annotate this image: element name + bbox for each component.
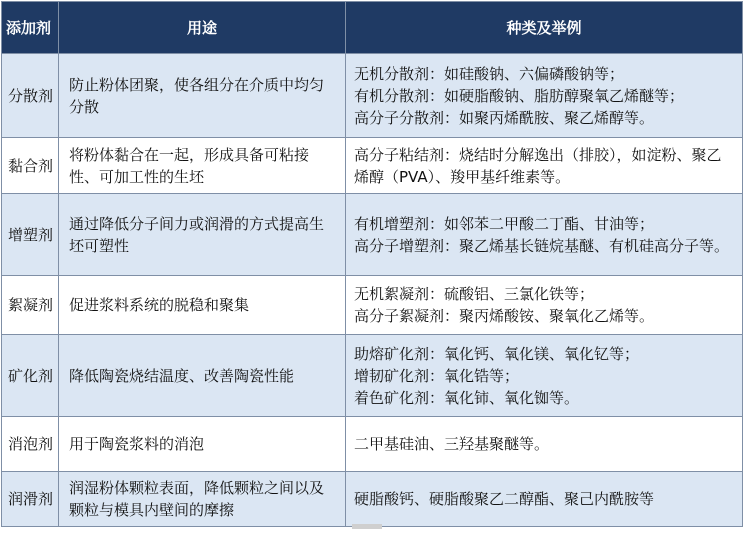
- table-header-row: [2, 2, 743, 54]
- header-types-examples: 种类及举例: [346, 2, 743, 54]
- additive-examples: [346, 335, 743, 417]
- additive-examples: [346, 138, 743, 194]
- example-line: 硬脂酸钙、硬脂酸聚乙二醇酯、聚己内酰胺等: [354, 490, 655, 508]
- example-line: 着色矿化剂：氧化铈、氧化铷等。: [354, 388, 580, 407]
- divider: [352, 524, 382, 529]
- table-row: [2, 335, 743, 417]
- additive-examples: [346, 54, 743, 138]
- additive-name: 絮凝剂: [2, 276, 59, 335]
- additive-use: 降低陶瓷烧结温度、改善陶瓷性能: [59, 335, 346, 417]
- additive-use: 用于陶瓷浆料的消泡: [59, 417, 346, 472]
- example-line: 高分子粘结剂：烧结时分解逸出（排胶），如淀粉、聚乙烯醇（PVA）、羧甲基纤维素等。: [354, 145, 722, 186]
- table-row: [2, 276, 743, 335]
- additives-table: [1, 1, 743, 527]
- additive-examples: [346, 194, 743, 276]
- additive-use: 促进浆料系统的脱稳和聚集: [59, 276, 346, 335]
- additive-use: 将粉体黏合在一起，形成具备可粘接性、可加工性的生坯: [59, 138, 346, 194]
- additive-name: 分散剂: [2, 54, 59, 138]
- additive-name: 矿化剂: [2, 335, 59, 417]
- example-line: 无机絮凝剂：硫酸铝、三氯化铁等；: [354, 285, 595, 303]
- table-row: [2, 417, 743, 472]
- table-row: [2, 138, 743, 194]
- example-line: 无机分散剂：如硅酸钠、六偏磷酸钠等；: [354, 64, 625, 83]
- example-line: 高分子分散剂：如聚丙烯酰胺、聚乙烯醇等。: [354, 108, 655, 127]
- example-line: 高分子絮凝剂：聚丙烯酸铵、聚氧化乙烯等。: [354, 307, 655, 325]
- example-line: 增韧矿化剂：氧化锆等；: [354, 366, 520, 385]
- additive-examples: [346, 276, 743, 335]
- additive-name: 黏合剂: [2, 138, 59, 194]
- additive-use: 通过降低分子间力或润滑的方式提高生坯可塑性: [59, 194, 346, 276]
- example-line: 助熔矿化剂：氧化钙、氧化镁、氧化钇等；: [354, 344, 640, 363]
- additive-examples: [346, 472, 743, 527]
- additive-name: 润滑剂: [2, 472, 59, 527]
- additive-use: 防止粉体团聚，使各组分在介质中均匀分散: [59, 54, 346, 138]
- table-row: [2, 194, 743, 276]
- table-row: [2, 54, 743, 138]
- additive-name: 增塑剂: [2, 194, 59, 276]
- example-line: 二甲基硅油、三羟基聚醚等。: [354, 435, 550, 453]
- additive-use: 润湿粉体颗粒表面，降低颗粒之间以及颗粒与模具内壁间的摩擦: [59, 472, 346, 527]
- table-row: [2, 472, 743, 527]
- additive-name: 消泡剂: [2, 417, 59, 472]
- header-use: 用途: [59, 2, 346, 54]
- example-line: 有机增塑剂：如邻苯二甲酸二丁酯、甘油等；: [354, 214, 655, 233]
- example-line: 高分子增塑剂：聚乙烯基长链烷基醚、有机硅高分子等。: [354, 236, 730, 255]
- header-additive: 添加剂: [2, 2, 59, 54]
- additive-examples: [346, 417, 743, 472]
- example-line: 有机分散剂：如硬脂酸钠、脂肪醇聚氧乙烯醚等；: [354, 86, 685, 105]
